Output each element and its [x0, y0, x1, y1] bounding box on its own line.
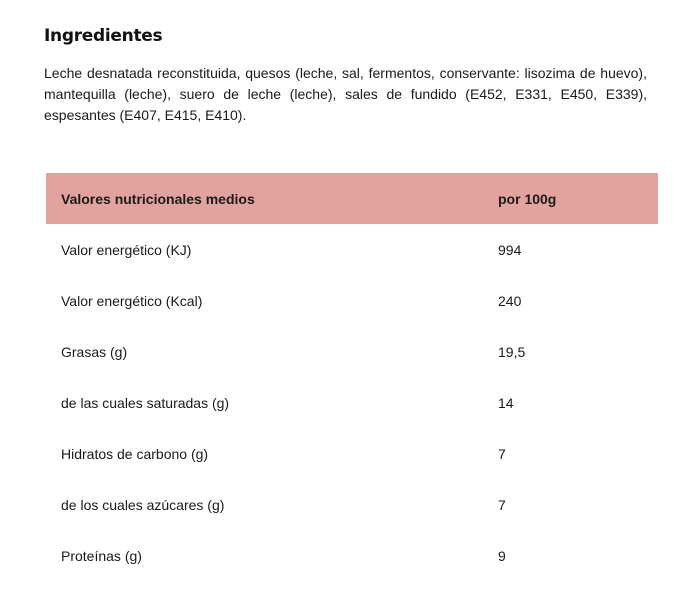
table-row	[46, 224, 658, 275]
ingredients-heading: Ingredientes	[44, 26, 163, 46]
ingredients-text: Leche desnatada reconstituida, quesos (leche, sal, fermentos, conservante: lisozima de huevo), mantequilla (leche), suero de leche (leche), sales de fundido (E452, E331, E450, E339), espesantes (E407, E415, E410).	[44, 65, 647, 123]
nutrient-value: 240	[498, 292, 522, 309]
table-row	[46, 479, 658, 530]
table-row	[46, 428, 658, 479]
nutrient-value: 994	[498, 241, 522, 258]
table-row	[46, 530, 658, 581]
nutrient-name: Valor energético (Kcal)	[61, 292, 203, 309]
nutrient-name: Valor energético (KJ)	[61, 241, 192, 258]
nutrient-value: 7	[498, 445, 506, 462]
nutrient-name: de las cuales saturadas (g)	[61, 394, 230, 411]
nutrient-value: 14	[498, 394, 514, 411]
nutrient-name: de los cuales azúcares (g)	[61, 496, 225, 513]
nutrient-value: 7	[498, 496, 506, 513]
table-header-row	[46, 173, 658, 224]
table-row	[46, 275, 658, 326]
header-nutrient: Valores nutricionales medios	[46, 173, 498, 224]
nutrient-name: Grasas (g)	[61, 343, 128, 360]
header-per-100g: por 100g	[498, 173, 658, 224]
table-row	[46, 377, 658, 428]
nutrient-name: Proteínas (g)	[61, 547, 142, 564]
nutrition-table	[46, 173, 658, 581]
nutrient-value: 19,5	[498, 343, 526, 360]
table-row	[46, 326, 658, 377]
nutrient-value: 9	[498, 547, 506, 564]
nutrient-name: Hidratos de carbono (g)	[61, 445, 209, 462]
